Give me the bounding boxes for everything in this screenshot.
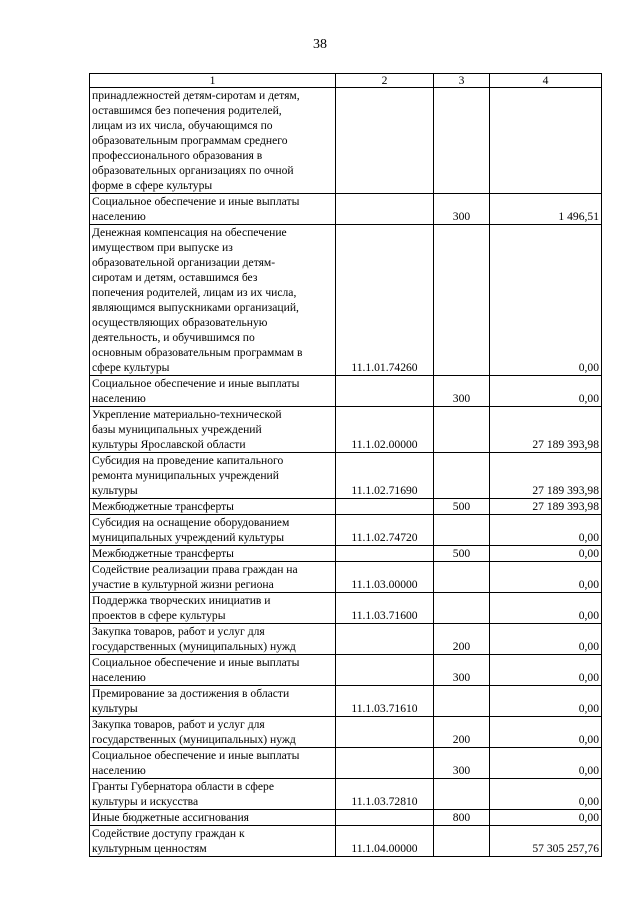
row-amount-cell: 0,00 xyxy=(490,717,602,748)
row-amount-cell: 0,00 xyxy=(490,624,602,655)
row-amount-cell: 0,00 xyxy=(490,748,602,779)
table-body xyxy=(90,88,602,857)
table-row xyxy=(90,686,602,717)
row-type-cell: 500 xyxy=(434,546,490,562)
row-name-cell: Содействие реализации права граждан на участие в культурной жизни региона xyxy=(90,562,336,593)
row-code-cell xyxy=(336,655,434,686)
row-name-cell: Закупка товаров, работ и услуг для государственных (муниципальных) нужд xyxy=(90,624,336,655)
table-row xyxy=(90,655,602,686)
row-name-cell: Содействие доступу граждан к культурным ценностям xyxy=(90,826,336,857)
row-type-cell: 300 xyxy=(434,748,490,779)
row-type-cell xyxy=(434,562,490,593)
row-amount-cell: 0,00 xyxy=(490,593,602,624)
row-code-cell xyxy=(336,546,434,562)
table-row xyxy=(90,407,602,453)
row-code-cell: 11.1.01.74260 xyxy=(336,225,434,376)
row-code-cell: 11.1.03.71600 xyxy=(336,593,434,624)
row-name-cell: Закупка товаров, работ и услуг для государственных (муниципальных) нужд xyxy=(90,717,336,748)
row-type-cell xyxy=(434,88,490,194)
row-name-cell: Социальное обеспечение и иные выплаты населению xyxy=(90,376,336,407)
row-name-cell: Социальное обеспечение и иные выплаты населению xyxy=(90,655,336,686)
table-row xyxy=(90,748,602,779)
row-type-cell xyxy=(434,453,490,499)
row-name-cell: Межбюджетные трансферты xyxy=(90,499,336,515)
row-type-cell: 800 xyxy=(434,810,490,826)
row-amount-cell: 0,00 xyxy=(490,562,602,593)
row-amount-cell: 27 189 393,98 xyxy=(490,453,602,499)
table-row xyxy=(90,593,602,624)
row-name-cell: Субсидия на оснащение оборудованием муниципальных учреждений культуры xyxy=(90,515,336,546)
row-type-cell: 200 xyxy=(434,624,490,655)
table-row xyxy=(90,194,602,225)
row-amount-cell: 27 189 393,98 xyxy=(490,499,602,515)
table-row xyxy=(90,779,602,810)
row-code-cell: 11.1.04.00000 xyxy=(336,826,434,857)
row-code-cell: 11.1.02.00000 xyxy=(336,407,434,453)
row-type-cell xyxy=(434,779,490,810)
row-name-cell: Премирование за достижения в области культуры xyxy=(90,686,336,717)
row-name-cell: Социальное обеспечение и иные выплаты населению xyxy=(90,748,336,779)
row-amount-cell: 1 496,51 xyxy=(490,194,602,225)
row-name-cell: Денежная компенсация на обеспечение имуществом при выпуске из образовательной организации детям- сиротам и детям, оставшимся без попечения родителей, лицам из их числа, являющимся выпускниками организаций, осуществляющих образовательную деятельность, и обучившимся по основным образовательным программам в сфере культуры xyxy=(90,225,336,376)
row-amount-cell: 0,00 xyxy=(490,546,602,562)
row-type-cell xyxy=(434,407,490,453)
row-name-cell: Социальное обеспечение и иные выплаты населению xyxy=(90,194,336,225)
row-code-cell xyxy=(336,810,434,826)
row-code-cell: 11.1.03.71610 xyxy=(336,686,434,717)
column-header-4: 4 xyxy=(490,74,602,88)
row-name-cell: Гранты Губернатора области в сфере культуры и искусства xyxy=(90,779,336,810)
table-row xyxy=(90,515,602,546)
row-code-cell xyxy=(336,88,434,194)
row-type-cell xyxy=(434,515,490,546)
row-code-cell xyxy=(336,717,434,748)
row-type-cell xyxy=(434,826,490,857)
column-header-1: 1 xyxy=(90,74,336,88)
row-amount-cell xyxy=(490,88,602,194)
row-amount-cell: 0,00 xyxy=(490,686,602,717)
table-row xyxy=(90,562,602,593)
row-type-cell xyxy=(434,686,490,717)
table-row xyxy=(90,546,602,562)
row-name-cell: Межбюджетные трансферты xyxy=(90,546,336,562)
row-name-cell: Субсидия на проведение капитального ремонта муниципальных учреждений культуры xyxy=(90,453,336,499)
row-amount-cell: 57 305 257,76 xyxy=(490,826,602,857)
table-row xyxy=(90,88,602,194)
row-amount-cell: 0,00 xyxy=(490,810,602,826)
table-row xyxy=(90,826,602,857)
row-code-cell: 11.1.03.00000 xyxy=(336,562,434,593)
row-type-cell: 300 xyxy=(434,194,490,225)
table-row xyxy=(90,717,602,748)
row-code-cell xyxy=(336,194,434,225)
row-code-cell: 11.1.02.71690 xyxy=(336,453,434,499)
row-code-cell xyxy=(336,376,434,407)
table-row xyxy=(90,810,602,826)
row-name-cell: Иные бюджетные ассигнования xyxy=(90,810,336,826)
row-name-cell: принадлежностей детям-сиротам и детям, оставшимся без попечения родителей, лицам из их числа, обучающимся по образовательным программам среднего профессионального образования в образовательных организациях по очной форме в сфере культуры xyxy=(90,88,336,194)
row-amount-cell: 0,00 xyxy=(490,779,602,810)
row-type-cell: 300 xyxy=(434,376,490,407)
row-type-cell: 500 xyxy=(434,499,490,515)
table-row xyxy=(90,225,602,376)
row-code-cell xyxy=(336,499,434,515)
table-row xyxy=(90,624,602,655)
row-type-cell: 300 xyxy=(434,655,490,686)
row-amount-cell: 0,00 xyxy=(490,655,602,686)
row-amount-cell: 27 189 393,98 xyxy=(490,407,602,453)
row-name-cell: Поддержка творческих инициатив и проектов в сфере культуры xyxy=(90,593,336,624)
row-type-cell xyxy=(434,225,490,376)
column-header-2: 2 xyxy=(336,74,434,88)
row-name-cell: Укрепление материально-технической базы муниципальных учреждений культуры Ярославской области xyxy=(90,407,336,453)
budget-table xyxy=(89,73,602,857)
row-amount-cell: 0,00 xyxy=(490,225,602,376)
table-row xyxy=(90,453,602,499)
page-number: 38 xyxy=(313,37,327,52)
row-code-cell: 11.1.02.74720 xyxy=(336,515,434,546)
row-amount-cell: 0,00 xyxy=(490,515,602,546)
row-code-cell xyxy=(336,748,434,779)
row-amount-cell: 0,00 xyxy=(490,376,602,407)
row-type-cell: 200 xyxy=(434,717,490,748)
row-code-cell: 11.1.03.72810 xyxy=(336,779,434,810)
column-header-3: 3 xyxy=(434,74,490,88)
row-type-cell xyxy=(434,593,490,624)
table-header-row xyxy=(90,74,602,88)
table-row xyxy=(90,376,602,407)
table-row xyxy=(90,499,602,515)
row-code-cell xyxy=(336,624,434,655)
